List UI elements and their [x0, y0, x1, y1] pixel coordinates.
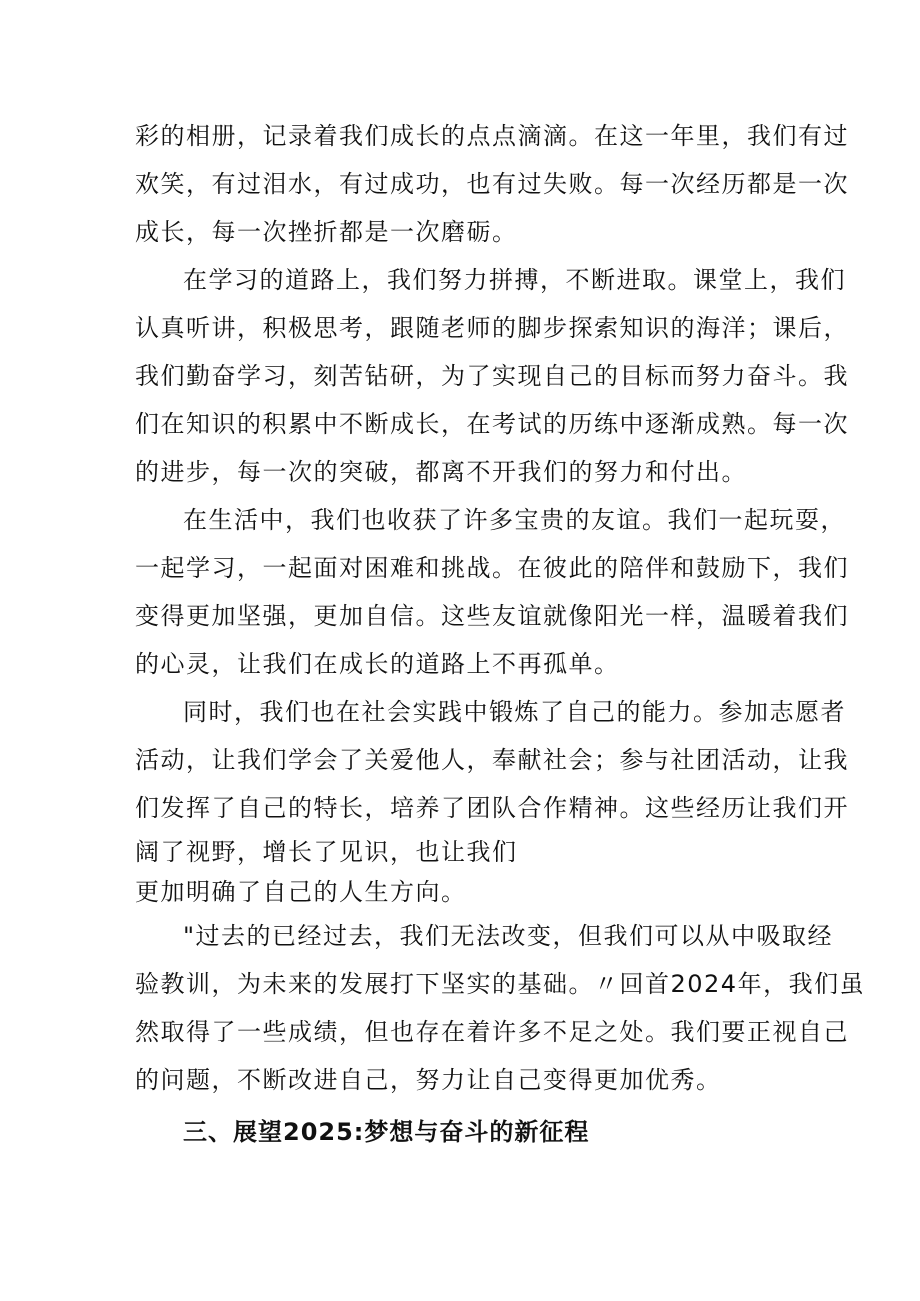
paragraph-practice — [135, 688, 849, 912]
text-line: "过去的已经过去，我们无法改变，但我们可以从中吸取经 — [183, 922, 834, 950]
text-line: 一起学习，一起面对困难和挑战。在彼此的陪伴和鼓励下，我们 — [135, 554, 849, 582]
text-line: 们发挥了自己的特长，培养了团队合作精神。这些经历让我们开 — [135, 794, 849, 822]
text-line: 更加明确了自己的人生方向。 — [135, 878, 467, 906]
paragraph-album — [135, 112, 849, 256]
text-line: 在学习的道路上，我们努力拼搏，不断进取。课堂上，我们 — [183, 266, 846, 294]
text-line: 们在知识的积累中不断成长，在考试的历练中逐渐成熟。每一次 — [135, 410, 849, 438]
text-line: 的心灵，让我们在成长的道路上不再孤单。 — [135, 650, 620, 678]
text-line: 的问题，不断改进自己，努力让自己变得更加优秀。 — [135, 1066, 722, 1094]
text-line: 成长，每一次挫折都是一次磨砺。 — [135, 218, 518, 246]
text-line: 认真听讲，积极思考，跟随老师的脚步探索知识的海洋；课后， — [135, 314, 849, 342]
paragraph-reflection — [135, 912, 866, 1104]
paragraph-friendship — [135, 496, 849, 688]
section-heading: 三、展望2025:梦想与奋斗的新征程 — [183, 1118, 590, 1146]
text-line: 彩的相册，记录着我们成长的点点滴滴。在这一年里，我们有过 — [135, 122, 849, 150]
text-line: 在生活中，我们也收获了许多宝贵的友谊。我们一起玩耍， — [183, 506, 846, 534]
text-line: 同时，我们也在社会实践中锻炼了自己的能力。参加志愿者 — [183, 698, 846, 726]
text-line: 变得更加坚强，更加自信。这些友谊就像阳光一样，温暖着我们 — [135, 602, 849, 630]
text-line: 活动，让我们学会了关爱他人，奉献社会；参与社团活动，让我 — [135, 746, 849, 774]
text-line: 验教训，为未来的发展打下坚实的基础。〃回首2024年，我们虽 — [135, 970, 866, 998]
text-line: 欢笑，有过泪水，有过成功，也有过失败。每一次经历都是一次 — [135, 170, 849, 198]
text-line: 阔了视野，增长了见识，也让我们 — [135, 838, 518, 866]
body-text — [135, 112, 866, 1104]
paragraph-study — [135, 256, 849, 496]
text-line: 然取得了一些成绩，但也存在着许多不足之处。我们要正视自己 — [135, 1018, 849, 1046]
text-line: 的进步，每一次的突破，都离不开我们的努力和付出。 — [135, 458, 747, 486]
text-line: 我们勤奋学习，刻苦钻研，为了实现自己的目标而努力奋斗。我 — [135, 362, 849, 390]
